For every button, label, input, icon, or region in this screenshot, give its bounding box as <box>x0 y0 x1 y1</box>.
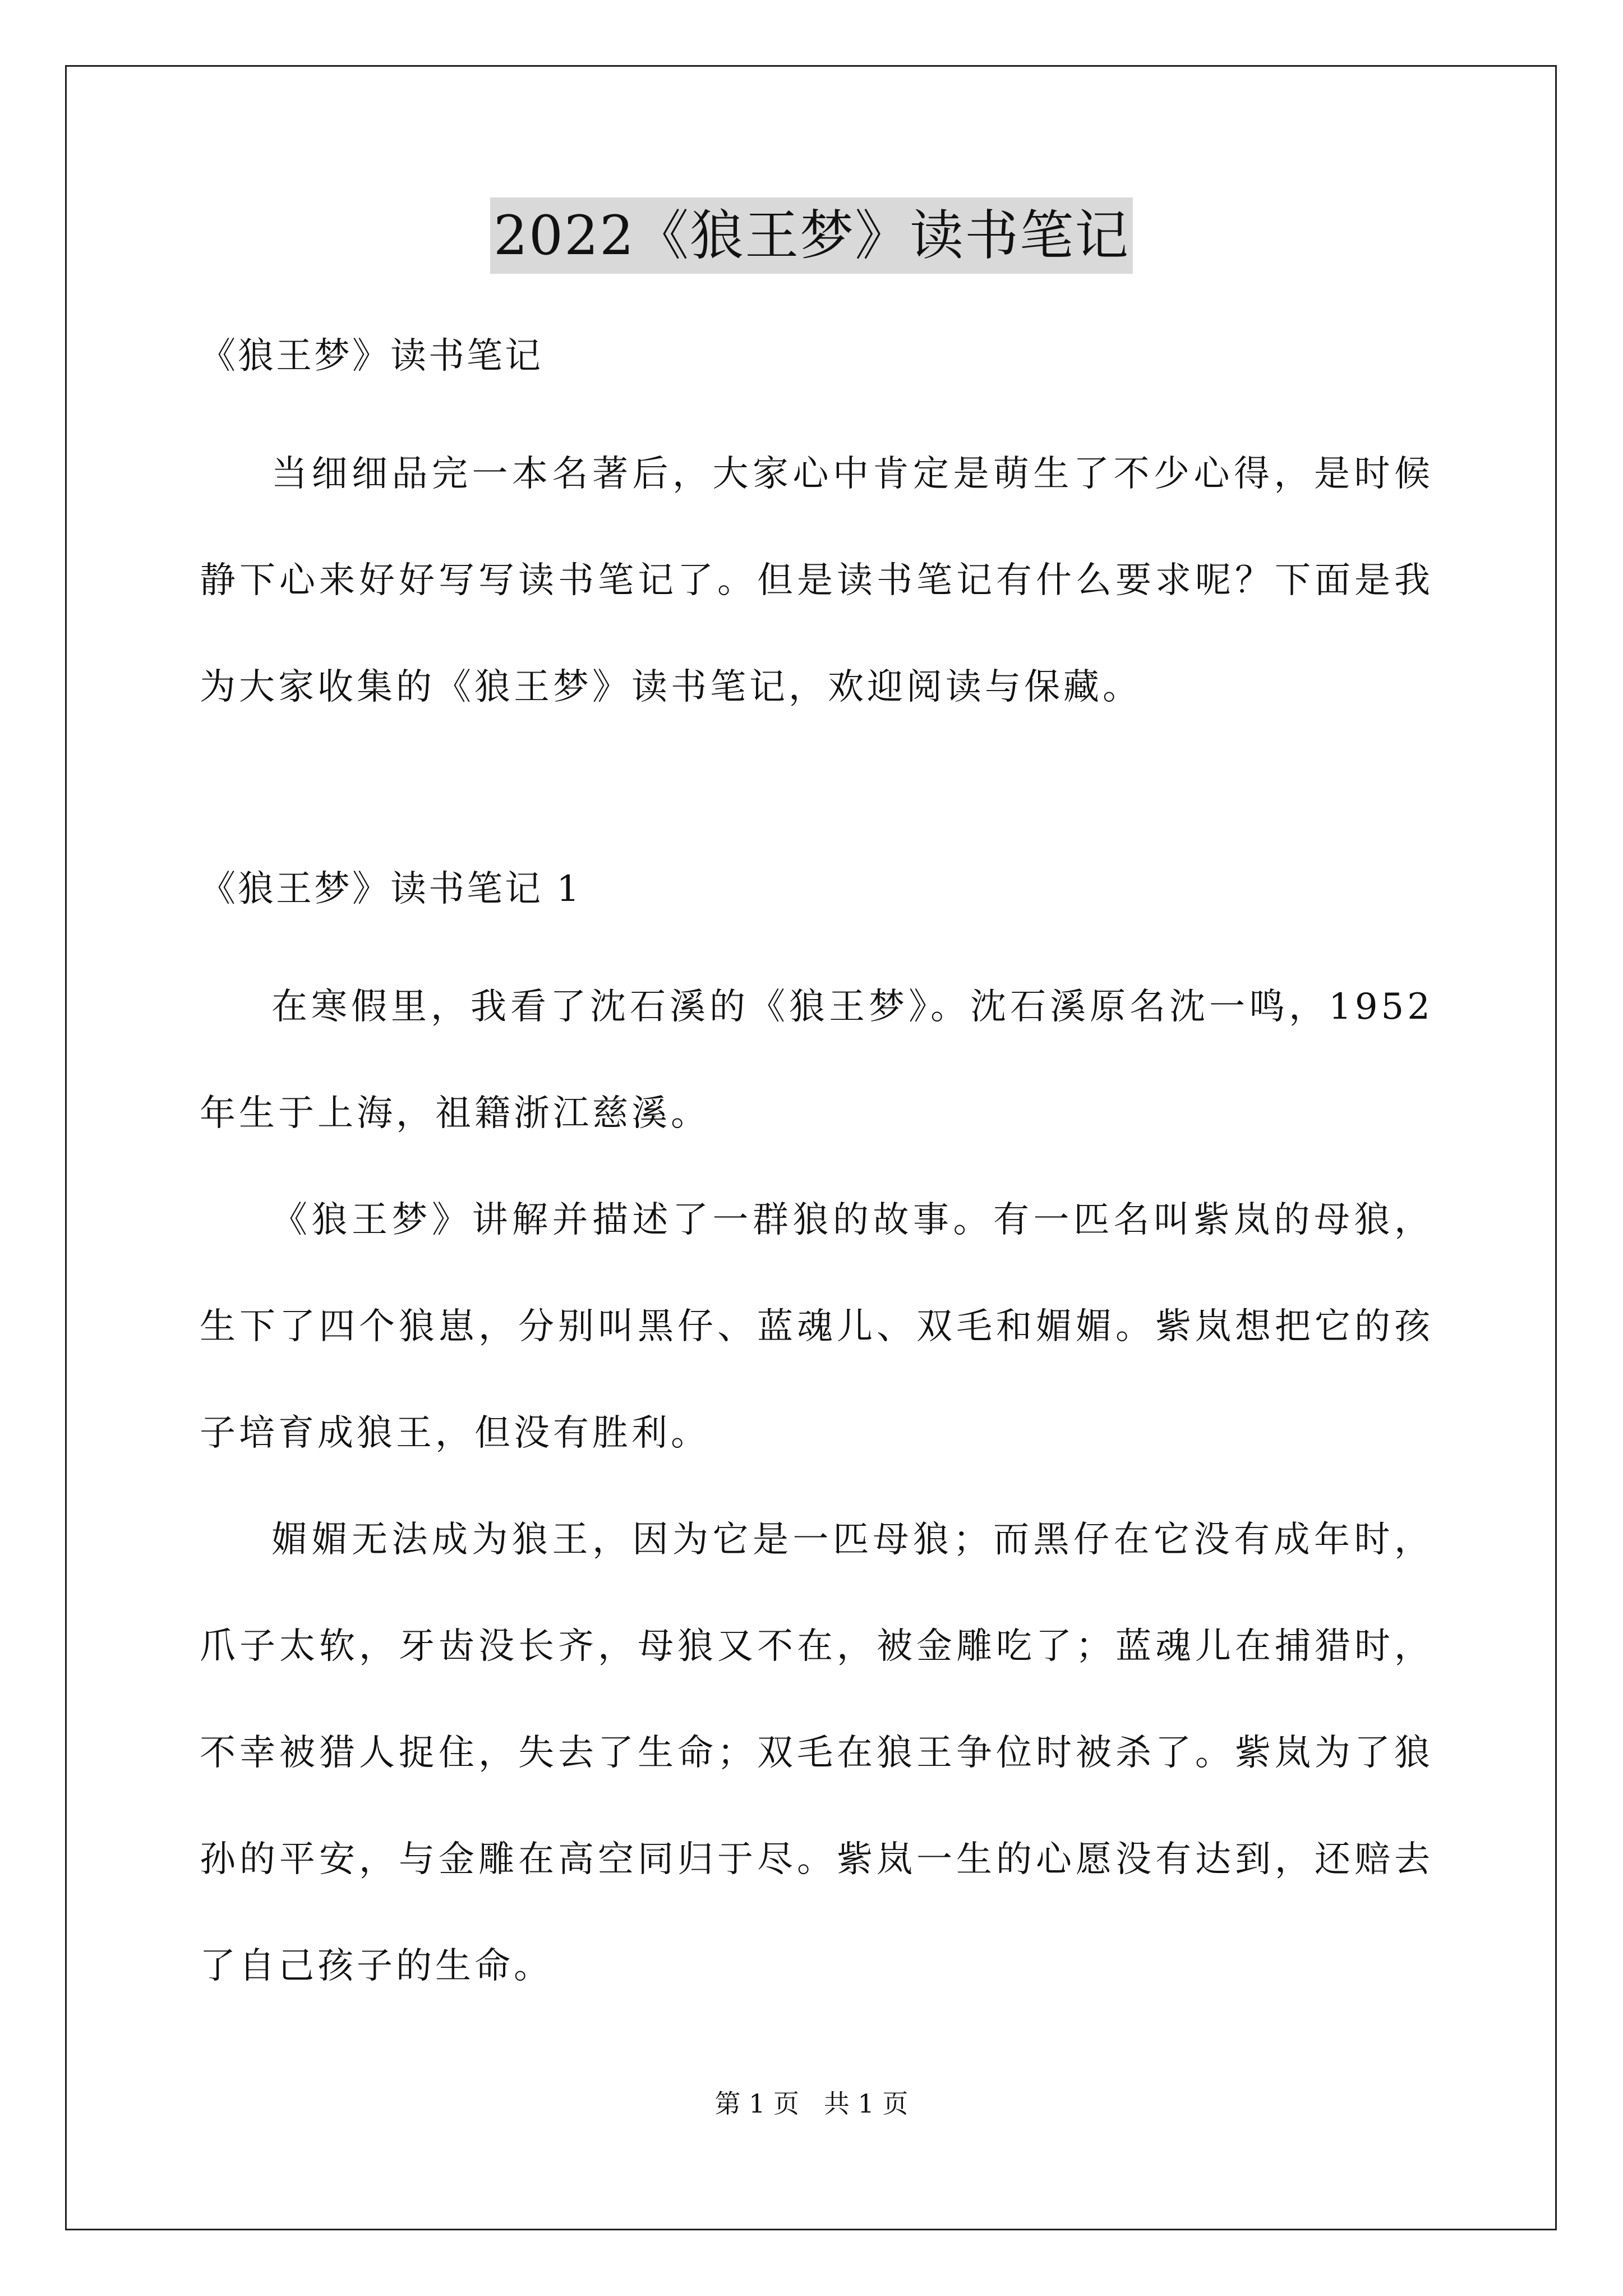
body-paragraph-2: 《狼王梦》讲解并描述了一群狼的故事。有一匹名叫紫岚的母狼，生下了四个狼崽，分别叫黑仔、蓝魂儿、双毛和媚媚。紫岚想把它的孩子培育成狼王，但没有胜利。 <box>200 1199 1433 1454</box>
spacer <box>200 931 1433 954</box>
page-footer: 第 1 页 共 1 页 <box>714 2088 909 2119</box>
spacer <box>200 398 1433 421</box>
spacer <box>200 740 1433 847</box>
body-paragraph-1: 在寒假里，我看了沈石溪的《狼王梦》。沈石溪原名沈一鸣，1952年生于上海，祖籍浙江慈溪。 <box>200 986 1433 1134</box>
document-title: 2022《狼王梦》读书笔记 <box>490 197 1133 274</box>
intro-heading: 《狼王梦》读书笔记 <box>200 335 543 377</box>
section-heading: 《狼王梦》读书笔记 1 <box>200 868 582 910</box>
intro-paragraph: 当细细品完一本名著后，大家心中肯定是萌生了不少心得，是时候静下心来好好写写读书笔记了。但是读书笔记有什么要求呢？下面是我为大家收集的《狼王梦》读书笔记，欢迎阅读与保藏。 <box>200 453 1433 708</box>
title-container <box>0 197 1623 274</box>
body-paragraph-3: 媚媚无法成为狼王，因为它是一匹母狼；而黑仔在它没有成年时，爪子太软，牙齿没长齐，母狼又不在，被金雕吃了；蓝魂儿在捕猎时，不幸被猎人捉住，失去了生命；双毛在狼王争位时被杀了。紫岚为了狼孙的平安，与金雕在高空同归于尽。紫岚一生的心愿没有达到，还赔去了自己孩子的生命。 <box>200 1519 1433 1987</box>
document-body <box>200 314 1433 2019</box>
